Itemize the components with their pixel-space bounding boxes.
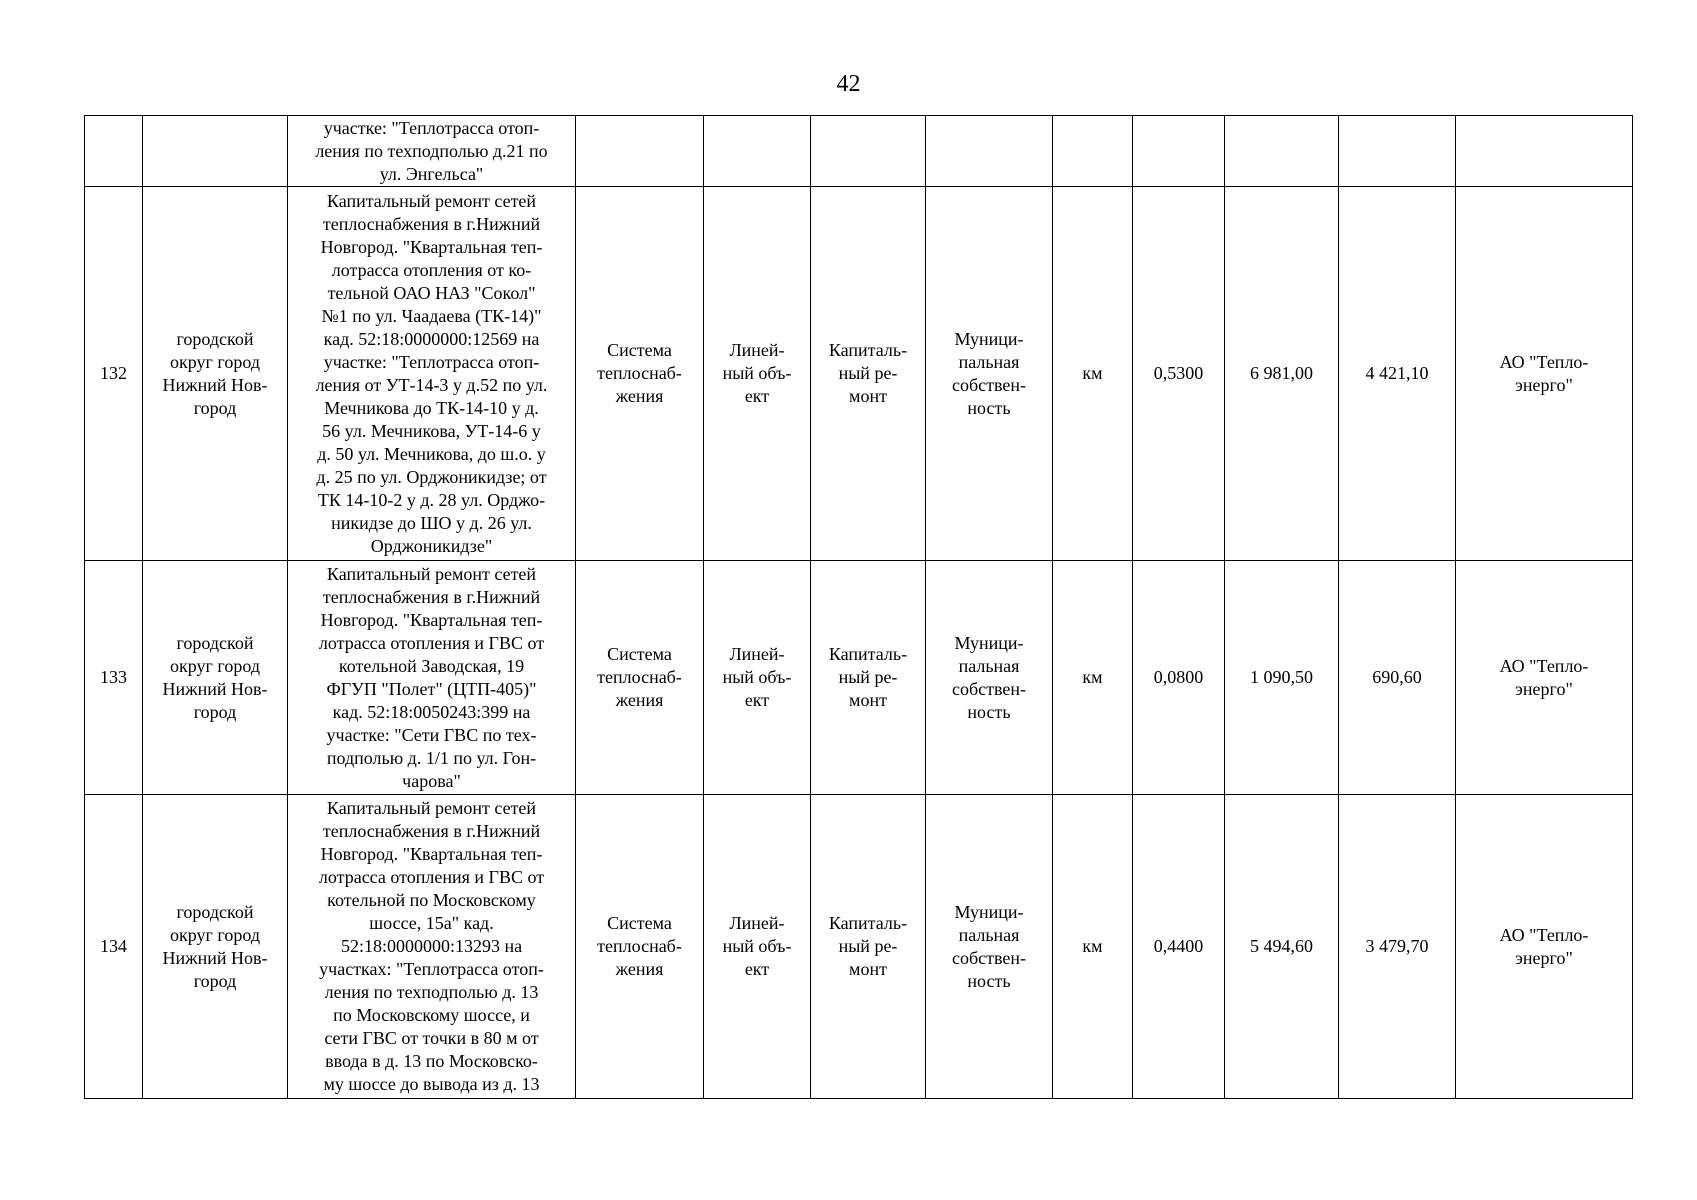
cell-object-type: Линей- ный объ- ект (704, 795, 811, 1099)
cell-cost-part: 3 479,70 (1339, 795, 1456, 1099)
cell-cost-total: 6 981,00 (1225, 187, 1339, 561)
cell-description-continued: участке: "Теплотрасса отоп- ления по техподполью д.21 по ул. Энгельса" (288, 116, 576, 187)
cell-municipality: городской округ город Нижний Нов- город (143, 187, 288, 561)
cell-empty (85, 116, 143, 187)
cell-cost-part: 690,60 (1339, 561, 1456, 795)
cell-municipality: городской округ город Нижний Нов- город (143, 561, 288, 795)
cell-organization: АО "Тепло- энерго" (1456, 187, 1633, 561)
investment-table (84, 115, 1633, 1099)
cell-unit: км (1053, 561, 1133, 795)
cell-number: 132 (85, 187, 143, 561)
cell-cost-part: 4 421,10 (1339, 187, 1456, 561)
cell-municipality: городской округ город Нижний Нов- город (143, 795, 288, 1099)
cell-empty (143, 116, 288, 187)
cell-organization: АО "Тепло- энерго" (1456, 561, 1633, 795)
table-row (85, 561, 1633, 795)
cell-number: 134 (85, 795, 143, 1099)
cell-organization: АО "Тепло- энерго" (1456, 795, 1633, 1099)
cell-empty (704, 116, 811, 187)
cell-quantity: 0,4400 (1133, 795, 1225, 1099)
cell-object-type: Линей- ный объ- ект (704, 561, 811, 795)
cell-empty (1456, 116, 1633, 187)
cell-work-type: Капиталь- ный ре- монт (811, 187, 926, 561)
cell-object-type: Линей- ный объ- ект (704, 187, 811, 561)
cell-unit: км (1053, 795, 1133, 1099)
cell-description: Капитальный ремонт сетей теплоснабжения в г.Нижний Новгород. "Квартальная теп- лотрасса отопления и ГВС от котельной Заводская, 19 ФГУП "Полет" (ЦТП-405)" кад. 52:18:0050243:399 на участке: "Сети ГВС по тех- подполью д. 1/1 по ул. Гон- чарова" (288, 561, 576, 795)
cell-empty (576, 116, 704, 187)
cell-system: Система теплоснаб- жения (576, 187, 704, 561)
cell-unit: км (1053, 187, 1133, 561)
cell-work-type: Капиталь- ный ре- монт (811, 561, 926, 795)
cell-empty (1225, 116, 1339, 187)
cell-cost-total: 1 090,50 (1225, 561, 1339, 795)
cell-empty (1339, 116, 1456, 187)
cell-quantity: 0,0800 (1133, 561, 1225, 795)
page-number: 42 (836, 71, 861, 97)
table-row (85, 187, 1633, 561)
cell-description: Капитальный ремонт сетей теплоснабжения в г.Нижний Новгород. "Квартальная теп- лотрасса отопления от ко- тельной ОАО НАЗ "Сокол" №1 по ул. Чаадаева (ТК-14)" кад. 52:18:0000000:12569 на участке: "Теплотрасса отоп- ления от УТ-14-3 у д.52 по ул. Мечникова до ТК-14-10 у д. 56 ул. Мечникова, УТ-14-6 у д. 50 ул. Мечникова, до ш.о. у д. 25 по ул. Орджоникидзе; от ТК 14-10-2 у д. 28 ул. Орджо- никидзе до ШО у д. 26 ул. Орджоникидзе" (288, 187, 576, 561)
cell-cost-total: 5 494,60 (1225, 795, 1339, 1099)
cell-empty (811, 116, 926, 187)
cell-empty (1053, 116, 1133, 187)
cell-empty (1133, 116, 1225, 187)
table-row (85, 795, 1633, 1099)
cell-empty (926, 116, 1053, 187)
cell-ownership: Муници- пальная собствен- ность (926, 561, 1053, 795)
cell-system: Система теплоснаб- жения (576, 795, 704, 1099)
cell-description: Капитальный ремонт сетей теплоснабжения в г.Нижний Новгород. "Квартальная теп- лотрасса отопления и ГВС от котельной по Московскому шоссе, 15а" кад. 52:18:0000000:13293 на участках: "Теплотрасса отоп- ления по техподполью д. 13 по Московскому шоссе, и сети ГВС от точки в 80 м от ввода в д. 13 по Московско- му шоссе до вывода из д. 13 (288, 795, 576, 1099)
cell-system: Система теплоснаб- жения (576, 561, 704, 795)
cell-number: 133 (85, 561, 143, 795)
table-row-continuation (85, 116, 1633, 187)
cell-work-type: Капиталь- ный ре- монт (811, 795, 926, 1099)
cell-ownership: Муници- пальная собствен- ность (926, 795, 1053, 1099)
cell-quantity: 0,5300 (1133, 187, 1225, 561)
cell-ownership: Муници- пальная собствен- ность (926, 187, 1053, 561)
